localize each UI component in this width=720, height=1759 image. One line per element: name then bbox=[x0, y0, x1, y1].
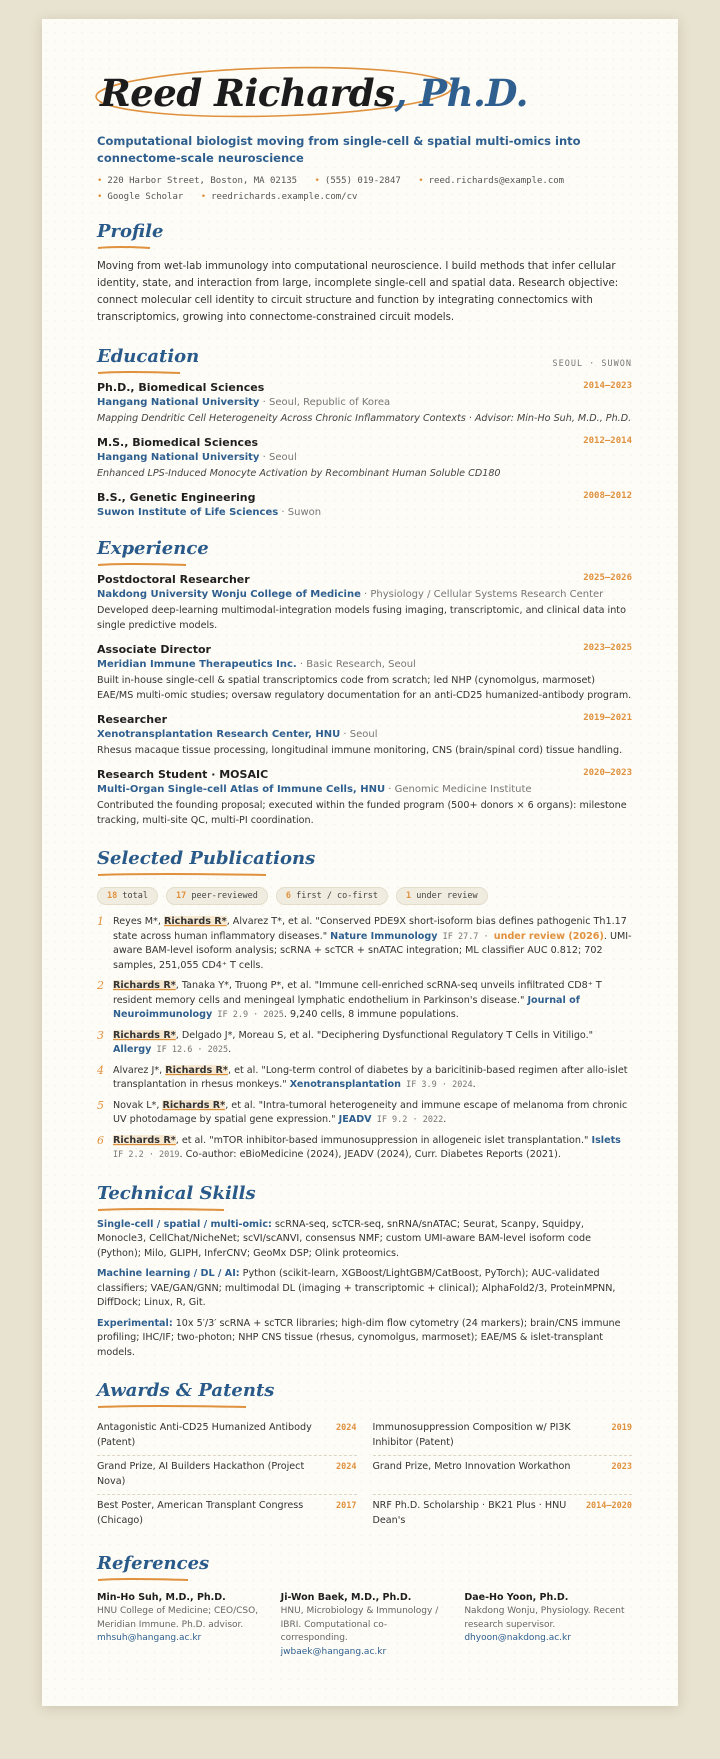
website-link[interactable]: reedrichards.example.com/cv bbox=[211, 192, 358, 202]
profile-section bbox=[97, 221, 632, 326]
skill-group bbox=[97, 1317, 632, 1361]
dates: 2014–2023 bbox=[583, 381, 632, 391]
role-description: Contributed the founding proposal; executed within the funded program (500+ donors × 6 organs): milestone tracking, multi-site QC, multi-PI coordination. bbox=[97, 800, 627, 826]
place: · Physiology / Cellular Systems Research Center bbox=[360, 589, 604, 600]
award-year: 2017 bbox=[336, 1501, 357, 1511]
publication-number: 2 bbox=[97, 979, 104, 992]
references-grid bbox=[97, 1592, 632, 1657]
impact-factor: IF 2.2 · 2019 bbox=[113, 1150, 180, 1160]
skill-text: scRNA-seq, scTCR-seq, snRNA/snATAC; Seurat, Scanpy, Squidpy, Monocle3, CellChat/NicheNet; scVI/scANVI, consensus NMF; custom UMI-aware BAM-level isoform code (Python); Milo, GLIPH, InferCNV; GeoMx DSP; Olink proteomics. bbox=[97, 1218, 592, 1259]
section-underline bbox=[97, 1207, 225, 1212]
experience-section bbox=[97, 538, 632, 828]
place: · Seoul bbox=[340, 729, 378, 740]
publication-item: 2 Richards R*, Tanaka Y*, Truong P*, et al. "Immune cell-enriched scRNA-seq unveils infiltrated CD8⁺ T resident memory cells and meningeal lymphatic endothelium in Parkinson's disease." Journal of Neuroimmunology IF 2.9 · 2025. 9,240 cells, 8 immune populations. bbox=[97, 979, 632, 1023]
impact-factor: IF 12.6 · 2025 bbox=[151, 1045, 229, 1055]
reference-desc: HNU College of Medicine; CEO/CSO, Meridian Immune. Ph.D. advisor. bbox=[97, 1606, 259, 1630]
section-title-profile: Profile bbox=[97, 221, 164, 242]
dates: 2025–2026 bbox=[583, 573, 632, 583]
publications-section bbox=[97, 848, 632, 1163]
stat-chip: 18 total bbox=[97, 887, 158, 905]
award-item bbox=[373, 1417, 633, 1456]
journal-link[interactable]: Allergy bbox=[113, 1044, 152, 1055]
reference-desc: Nakdong Wonju, Physiology. Recent research supervisor. bbox=[464, 1606, 625, 1630]
dates: 2008–2012 bbox=[583, 491, 632, 501]
organization: Nakdong University Wonju College of Medicine bbox=[97, 589, 361, 600]
section-underline bbox=[97, 562, 187, 567]
degree: Ph.D., Biomedical Sciences bbox=[97, 381, 265, 394]
reference-email[interactable]: jwbaek@hangang.ac.kr bbox=[280, 1646, 387, 1657]
stat-chip: 17 peer-reviewed bbox=[166, 887, 268, 905]
section-title-education: Education bbox=[97, 346, 200, 367]
publication-item: 1 Reyes M*, Richards R*, Alvarez T*, et al. "Conserved PDE9X short-isoform bias defines pathogenic Th1.17 state across human inflammatory diseases." Nature Immunology IF 27.7 · under review (2026). UMI-aware BAM-level isoform analysis; scRNA + scTCR + snATAC integration; ML classifier AUC 0.812; 702 samples, 251,055 CD4⁺ T cells. bbox=[97, 915, 632, 973]
contact-info: • 220 Harbor Street, Boston, MA 02135 • (555) 019-2847 • reed.richards@example.com • Google Scholar • reedrichards.example.com/cv bbox=[97, 176, 565, 202]
degree: B.S., Genetic Engineering bbox=[97, 491, 256, 504]
impact-factor: IF 2.9 · 2025 bbox=[212, 1010, 284, 1020]
thesis-note: Mapping Dendritic Cell Heterogeneity Across Chronic Inflammatory Contexts · Advisor: Min-Ho Suh, M.D., Ph.D. bbox=[97, 413, 632, 424]
thesis-note: Enhanced LPS-Induced Monocyte Activation by Recombinant Human Soluble CD180 bbox=[97, 468, 501, 479]
role: Postdoctoral Researcher bbox=[97, 573, 250, 586]
self-author: Richards R* bbox=[113, 1029, 176, 1041]
education-entry bbox=[97, 381, 632, 426]
name-heading bbox=[100, 71, 528, 115]
dates: 2020–2023 bbox=[583, 768, 632, 778]
degree: M.S., Biomedical Sciences bbox=[97, 436, 259, 449]
section-title-awards: Awards & Patents bbox=[97, 1380, 275, 1401]
skills-section bbox=[97, 1183, 632, 1361]
reference-name: Min-Ho Suh, M.D., Ph.D. bbox=[97, 1592, 226, 1603]
publication-item: 6 Richards R*, et al. "mTOR inhibitor-based immunosuppression in allogeneic islet transplantation." Islets IF 2.2 · 2019. Co-author: eBioMedicine (2024), JEADV (2024), Curr. Diabetes Reports (2021). bbox=[97, 1134, 632, 1163]
section-underline bbox=[97, 245, 151, 250]
place: · Genomic Medicine Institute bbox=[385, 784, 532, 795]
award-item bbox=[97, 1417, 357, 1456]
institution: Hangang National University bbox=[97, 397, 260, 408]
education-section bbox=[97, 346, 632, 518]
journal-link[interactable]: JEADV bbox=[338, 1114, 372, 1125]
experience-entry bbox=[97, 573, 632, 633]
section-title-references: References bbox=[97, 1553, 210, 1574]
journal-link[interactable]: Journal of Neuroimmunology bbox=[113, 994, 580, 1020]
person-degree: , Ph.D. bbox=[394, 71, 529, 115]
skill-label: Experimental: bbox=[97, 1317, 173, 1329]
section-underline bbox=[97, 1404, 247, 1409]
skill-label: Machine learning / DL / AI: bbox=[97, 1268, 240, 1279]
journal-link[interactable]: Nature Immunology bbox=[330, 930, 438, 942]
award-item bbox=[97, 1495, 357, 1533]
publication-item: 5 Novak L*, Richards R*, et al. "Intra-tumoral heterogeneity and immune escape of melanoma from chronic UV photodamage by spatial gene expression." JEADV IF 9.2 · 2022. bbox=[97, 1099, 632, 1128]
person-name: Reed Richards bbox=[100, 71, 395, 115]
review-status: under review (2026) bbox=[493, 930, 604, 942]
journal-link[interactable]: Islets bbox=[591, 1134, 621, 1146]
place: · Seoul bbox=[259, 452, 297, 463]
reference-desc: HNU, Microbiology & Immunology / IBRI. Computational co-corresponding. bbox=[280, 1606, 439, 1643]
organization: Multi-Organ Single-cell Atlas of Immune Cells, HNU bbox=[97, 784, 386, 795]
award-name: NRF Ph.D. Scholarship · BK21 Plus · HNU Dean's bbox=[372, 1500, 567, 1526]
role-description: Developed deep-learning multimodal-integration models fusing imaging, transcriptomic, and clinical data into single predictive models. bbox=[97, 605, 626, 631]
publication-number: 5 bbox=[97, 1098, 104, 1112]
place: · Seoul, Republic of Korea bbox=[259, 397, 391, 408]
section-title-experience: Experience bbox=[97, 538, 209, 559]
references-section bbox=[97, 1553, 632, 1657]
self-author: Richards R* bbox=[162, 1099, 226, 1111]
institution: Hangang National University bbox=[97, 452, 260, 463]
award-year: 2024 bbox=[336, 1462, 357, 1472]
section-underline bbox=[97, 370, 181, 375]
publication-number: 1 bbox=[97, 915, 104, 928]
role: Associate Director bbox=[97, 643, 211, 656]
publication-number: 6 bbox=[97, 1133, 104, 1147]
impact-factor: IF 27.7 · bbox=[437, 931, 494, 942]
education-location-tag: SEOUL · SUWON bbox=[552, 359, 632, 369]
publication-item: 3 Richards R*, Delgado J*, Moreau S, et al. "Deciphering Dysfunctional Regulatory T Cells in Vitiligo." Allergy IF 12.6 · 2025. bbox=[97, 1029, 632, 1058]
impact-factor: IF 9.2 · 2022 bbox=[371, 1115, 444, 1125]
award-year: 2019 bbox=[611, 1423, 632, 1433]
section-title-skills: Technical Skills bbox=[97, 1182, 256, 1204]
profile-text: Moving from wet-lab immunology into computational neuroscience. I build methods that infer cellular identity, state, and interaction from large, incomplete single-cell and spatial data. Research objective: connect molecular cell identity to circuit structure and function by integrating connectomics with transcriptomics, growing into connectome-constrained circuit models. bbox=[97, 261, 619, 323]
publication-list bbox=[97, 915, 632, 1163]
publication-stats bbox=[97, 887, 632, 905]
self-author: Richards R* bbox=[165, 1064, 228, 1076]
awards-section bbox=[97, 1380, 632, 1533]
role: Research Student · MOSAIC bbox=[97, 768, 269, 781]
award-name: Grand Prize, AI Builders Hackathon (Project Nova) bbox=[97, 1461, 305, 1487]
award-item bbox=[373, 1495, 633, 1533]
role-description: Rhesus macaque tissue processing, longitudinal immune monitoring, CNS (brain/spinal cord) tissue handling. bbox=[97, 745, 623, 756]
resume-page bbox=[42, 19, 678, 1706]
role: Researcher bbox=[97, 713, 168, 726]
award-item bbox=[97, 1456, 357, 1495]
self-author: Richards R* bbox=[163, 916, 227, 927]
skill-text: 10x 5′/3′ scRNA + scTCR libraries; high-dim flow cytometry (24 markers); brain/CNS immune profiling; IHC/IF; two-photon; NHP CNS tissue (rhesus, cynomolgus, marmoset); EAE/MS & islet-transplant models. bbox=[97, 1317, 621, 1358]
award-year: 2023 bbox=[611, 1462, 632, 1472]
scholar-link[interactable]: Google Scholar bbox=[107, 192, 184, 202]
publication-number: 4 bbox=[97, 1063, 104, 1077]
institution: Suwon Institute of Life Sciences bbox=[97, 507, 279, 518]
impact-factor: IF 3.9 · 2024 bbox=[400, 1080, 473, 1090]
experience-entry bbox=[97, 643, 632, 703]
resume-content bbox=[97, 71, 632, 1657]
skill-group bbox=[97, 1218, 632, 1262]
experience-entry bbox=[97, 713, 632, 758]
award-name: Grand Prize, Metro Innovation Workathon bbox=[372, 1461, 571, 1472]
tagline: Computational biologist moving from single-cell & spatial multi-omics into connectome-scale neuroscience bbox=[97, 134, 581, 165]
award-year: 2024 bbox=[336, 1423, 357, 1433]
award-item bbox=[373, 1456, 633, 1495]
awards-grid bbox=[97, 1417, 632, 1533]
phone: (555) 019-2847 bbox=[324, 176, 401, 186]
journal-link[interactable]: Xenotransplantation bbox=[289, 1079, 401, 1090]
skill-group bbox=[97, 1267, 632, 1311]
skill-label: Single-cell / spatial / multi-omic: bbox=[97, 1218, 272, 1230]
address: 220 Harbor Street, Boston, MA 02135 bbox=[107, 176, 298, 186]
award-name: Immunosuppression Composition w/ PI3K Inhibitor (Patent) bbox=[372, 1422, 571, 1448]
award-name: Antagonistic Anti-CD25 Humanized Antibody (Patent) bbox=[97, 1422, 312, 1448]
award-year: 2014–2020 bbox=[585, 1501, 632, 1511]
organization: Meridian Immune Therapeutics Inc. bbox=[97, 659, 297, 670]
experience-entry bbox=[97, 768, 632, 828]
section-underline bbox=[97, 1577, 189, 1582]
skill-text: Python (scikit-learn, XGBoost/LightGBM/CatBoost, PyTorch); AUC-validated classifiers; VAE/GAN/GNN; multimodal DL (imaging + transcriptomic + clinical); AlphaFold2/3, ProteinMPNN, DiffDock; Linux, R, Git. bbox=[97, 1268, 616, 1308]
self-author: Richards R* bbox=[113, 1134, 176, 1146]
publication-item: 4 Alvarez J*, Richards R*, et al. "Long-term control of diabetes by a baricitinib-based regimen after allo-islet transplantation in rhesus monkeys." Xenotransplantation IF 3.9 · 2024. bbox=[97, 1064, 632, 1093]
reference-item bbox=[97, 1592, 265, 1657]
reference-name: Ji-Won Baek, M.D., Ph.D. bbox=[280, 1592, 412, 1603]
role-description: Built in-house single-cell & spatial transcriptomics code from scratch; led NHP (cynomolgus, marmoset) EAE/MS multi-omic studies; oversaw regulatory documentation for an anti-CD25 humanized-antibody program. bbox=[97, 675, 632, 701]
reference-email[interactable]: dhyoon@nakdong.ac.kr bbox=[464, 1633, 571, 1643]
place: · Suwon bbox=[278, 507, 322, 518]
education-entry bbox=[97, 491, 632, 518]
dates: 2019–2021 bbox=[583, 713, 632, 723]
publication-number: 3 bbox=[97, 1028, 104, 1042]
section-title-publications: Selected Publications bbox=[97, 848, 316, 869]
email-link[interactable]: reed.richards@example.com bbox=[428, 176, 565, 186]
stat-chip: 1 under review bbox=[396, 887, 488, 905]
reference-item bbox=[281, 1592, 449, 1657]
education-list bbox=[97, 381, 632, 518]
award-name: Best Poster, American Transplant Congress (Chicago) bbox=[97, 1500, 304, 1526]
dates: 2012–2014 bbox=[583, 436, 632, 446]
reference-email[interactable]: mhsuh@hangang.ac.kr bbox=[97, 1633, 202, 1643]
place: · Basic Research, Seoul bbox=[296, 659, 416, 670]
dates: 2023–2025 bbox=[583, 643, 632, 653]
reference-item bbox=[464, 1592, 632, 1657]
stat-chip: 6 first / co-first bbox=[276, 887, 388, 905]
section-underline bbox=[97, 872, 267, 877]
self-author: Richards R* bbox=[113, 980, 176, 991]
education-entry bbox=[97, 436, 632, 481]
reference-name: Dae-Ho Yoon, Ph.D. bbox=[464, 1592, 569, 1603]
organization: Xenotransplantation Research Center, HNU bbox=[97, 729, 341, 740]
